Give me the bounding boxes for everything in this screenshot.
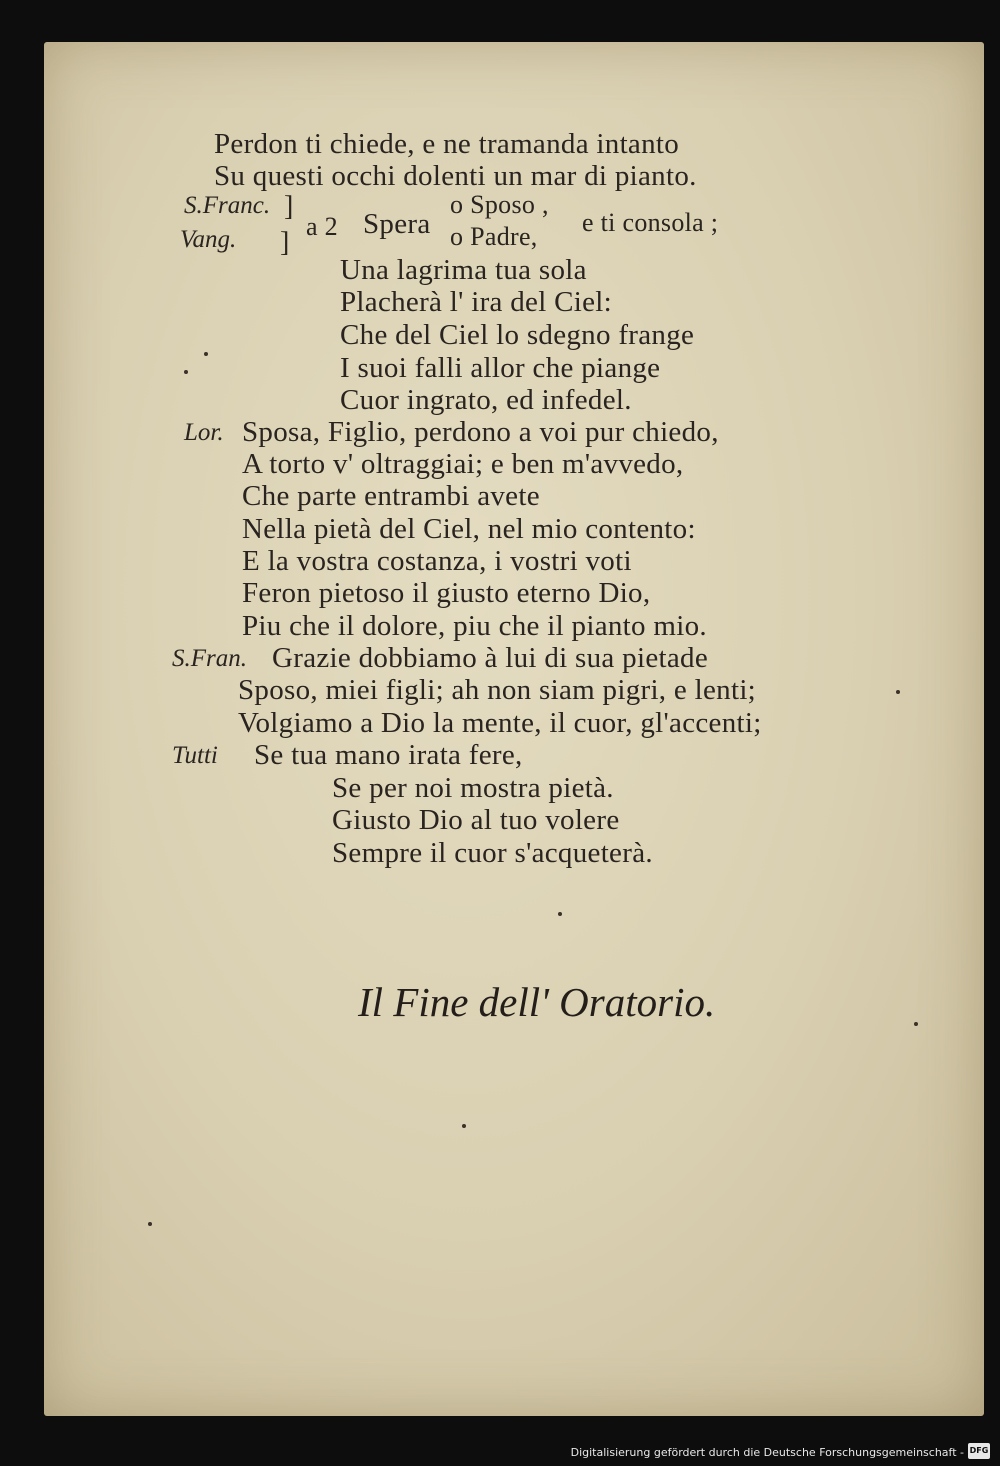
- bracket: ]: [284, 191, 294, 222]
- verse-line: Una lagrima tua sola: [340, 254, 587, 286]
- document-page: [44, 42, 984, 1416]
- verse-line: Sempre il cuor s'acqueterà.: [332, 837, 653, 869]
- speaker-label: S.Fran.: [172, 645, 247, 672]
- verse-line: Feron pietoso il giusto eterno Dio,: [242, 577, 651, 609]
- verse-line: Se tua mano irata fere,: [254, 739, 523, 771]
- verse-word: o Sposo ,: [450, 190, 549, 219]
- verse-line: Piu che il dolore, piu che il pianto mio.: [242, 610, 707, 642]
- verse-marker: a 2: [306, 212, 338, 241]
- paper-speck: [914, 1022, 918, 1026]
- verse-line: Volgiamo a Dio la mente, il cuor, gl'accenti;: [238, 707, 762, 739]
- paper-speck: [204, 352, 208, 356]
- verse-line: Su questi occhi dolenti un mar di pianto.: [214, 160, 697, 192]
- verse-line: E la vostra costanza, i vostri voti: [242, 545, 632, 577]
- end-title: Il Fine dell' Oratorio.: [358, 979, 716, 1025]
- verse-line: Grazie dobbiamo à lui di sua pietade: [272, 642, 708, 674]
- speaker-label: Lor.: [184, 419, 224, 446]
- paper-speck: [148, 1222, 152, 1226]
- verse-line: Se per noi mostra pietà.: [332, 772, 614, 804]
- verse-line: I suoi falli allor che piange: [340, 352, 661, 384]
- paper-speck: [462, 1124, 466, 1128]
- verse-word: o Padre,: [450, 222, 538, 251]
- speaker-label: Tutti: [172, 742, 218, 769]
- paper-speck: [558, 912, 562, 916]
- dfg-logo: DFG: [968, 1443, 990, 1459]
- verse-line: Che parte entrambi avete: [242, 480, 540, 512]
- verse-line: Nella pietà del Ciel, nel mio contento:: [242, 513, 696, 545]
- speaker-label: Vang.: [180, 226, 237, 253]
- verse-line: Sposo, miei figli; ah non siam pigri, e lenti;: [238, 674, 757, 706]
- verse-line: Cuor ingrato, ed infedel.: [340, 384, 632, 416]
- verse-line: A torto v' oltraggiai; e ben m'avvedo,: [242, 448, 684, 480]
- verse-word: e ti consola ;: [582, 208, 719, 237]
- paper-speck: [184, 370, 188, 374]
- verse-line: Giusto Dio al tuo volere: [332, 804, 620, 836]
- verse-line: Placherà l' ira del Ciel:: [340, 286, 613, 318]
- digitization-credit: Digitalisierung gefördert durch die Deutsche Forschungsgemeinschaft -: [570, 1446, 964, 1459]
- speaker-label: S.Franc.: [184, 192, 271, 219]
- verse-word: Spera: [363, 208, 431, 240]
- paper-speck: [896, 690, 900, 694]
- verse-line: Che del Ciel lo sdegno frange: [340, 319, 695, 351]
- bracket: ]: [280, 227, 290, 258]
- verse-line: Perdon ti chiede, e ne tramanda intanto: [214, 128, 680, 160]
- verse-line: Sposa, Figlio, perdono a voi pur chiedo,: [242, 416, 719, 448]
